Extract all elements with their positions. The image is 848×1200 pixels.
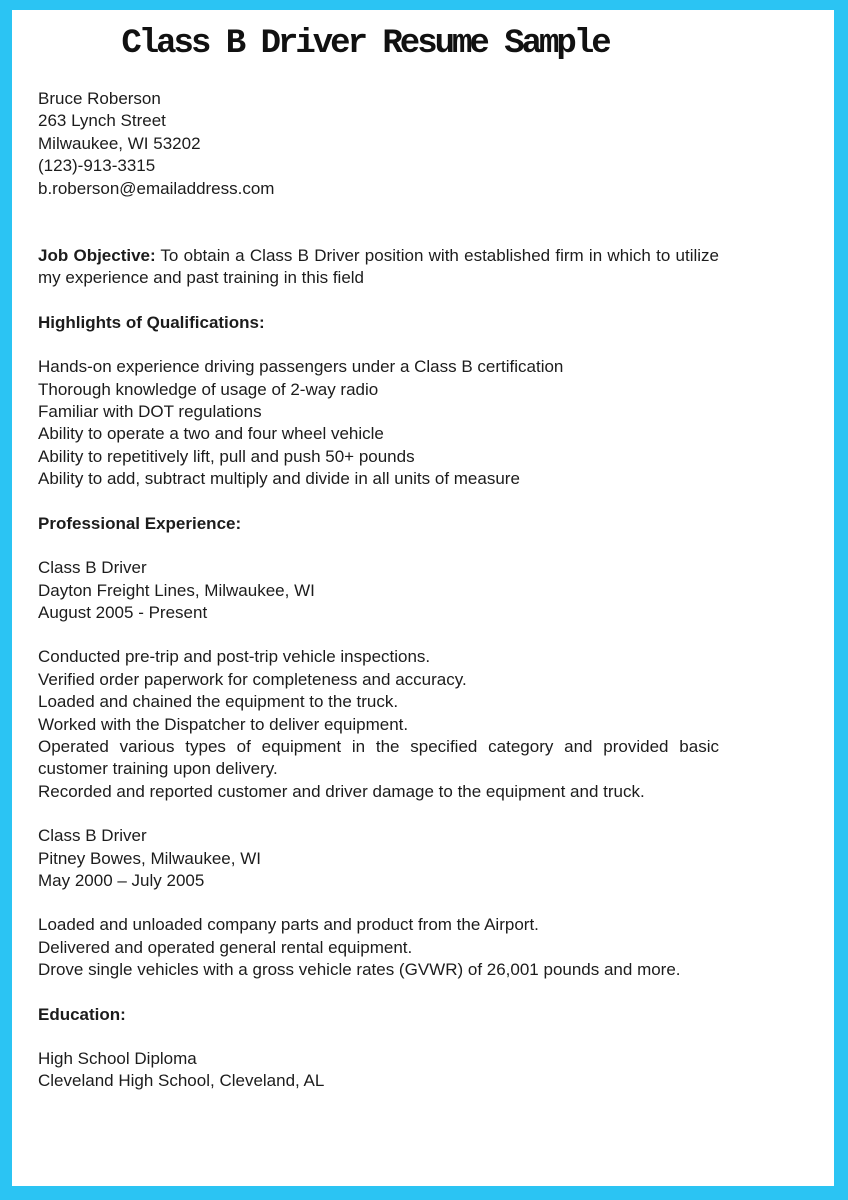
job-objective-paragraph (38, 245, 719, 290)
education-details (38, 1048, 719, 1093)
job-company: Dayton Freight Lines, Milwaukee, WI (38, 580, 315, 600)
qualification-item: Hands-on experience driving passengers under a Class B certification (38, 357, 564, 377)
job-objective-text: To obtain a Class B Driver position with established firm in which to utilize my experience and past training in this field (38, 246, 720, 288)
qualification-item: Ability to repetitively lift, pull and push 50+ pounds (38, 446, 415, 466)
job-duty: Recorded and reported customer and driver damage to the equipment and truck. (38, 781, 645, 801)
qualification-item: Thorough knowledge of usage of 2-way radio (38, 379, 379, 399)
job-title: Class B Driver (38, 826, 147, 846)
job-company: Pitney Bowes, Milwaukee, WI (38, 848, 261, 868)
contact-street: 263 Lynch Street (38, 111, 166, 131)
job-duty: Worked with the Dispatcher to deliver equipment. (38, 714, 409, 734)
education-item: Cleveland High School, Cleveland, AL (38, 1071, 325, 1091)
qualification-item: Ability to add, subtract multiply and divide in all units of measure (38, 469, 520, 489)
experience-heading: Professional Experience: (38, 513, 242, 533)
job-objective-label: Job Objective: (38, 246, 156, 266)
contact-city-state-zip: Milwaukee, WI 53202 (38, 133, 201, 153)
job-duty: Conducted pre-trip and post-trip vehicle inspections. (38, 647, 431, 667)
job-dates: August 2005 - Present (38, 602, 208, 622)
education-heading: Education: (38, 1004, 126, 1024)
contact-name: Bruce Roberson (38, 89, 161, 108)
job-duty: Drove single vehicles with a gross vehicle rates (GVWR) of 26,001 pounds and more. (38, 960, 681, 980)
job-duty: Operated various types of equipment in the specified category and provided basic customer training upon delivery. (38, 736, 719, 779)
resume-page (12, 10, 834, 1186)
job-duty: Loaded and chained the equipment to the truck. (38, 692, 399, 712)
contact-email: b.roberson@emailaddress.com (38, 178, 275, 198)
qualification-item: Ability to operate a two and four wheel vehicle (38, 424, 384, 444)
job-duty: Delivered and operated general rental equipment. (38, 937, 413, 957)
job-duty: Loaded and unloaded company parts and product from the Airport. (38, 915, 539, 935)
contact-block (38, 88, 719, 200)
job-duties-list (38, 646, 719, 803)
resume-title: Class B Driver Resume Sample (121, 25, 609, 63)
qualifications-heading: Highlights of Qualifications: (38, 312, 265, 332)
education-item: High School Diploma (38, 1049, 197, 1068)
job-duties-list (38, 914, 719, 981)
job-title: Class B Driver (38, 558, 147, 578)
qualifications-list (38, 356, 719, 490)
qualification-item: Familiar with DOT regulations (38, 402, 262, 422)
job-header (38, 825, 719, 892)
contact-phone: (123)-913-3315 (38, 156, 156, 176)
job-duty: Verified order paperwork for completeness and accuracy. (38, 669, 467, 689)
job-dates: May 2000 – July 2005 (38, 870, 205, 890)
job-header (38, 557, 719, 624)
